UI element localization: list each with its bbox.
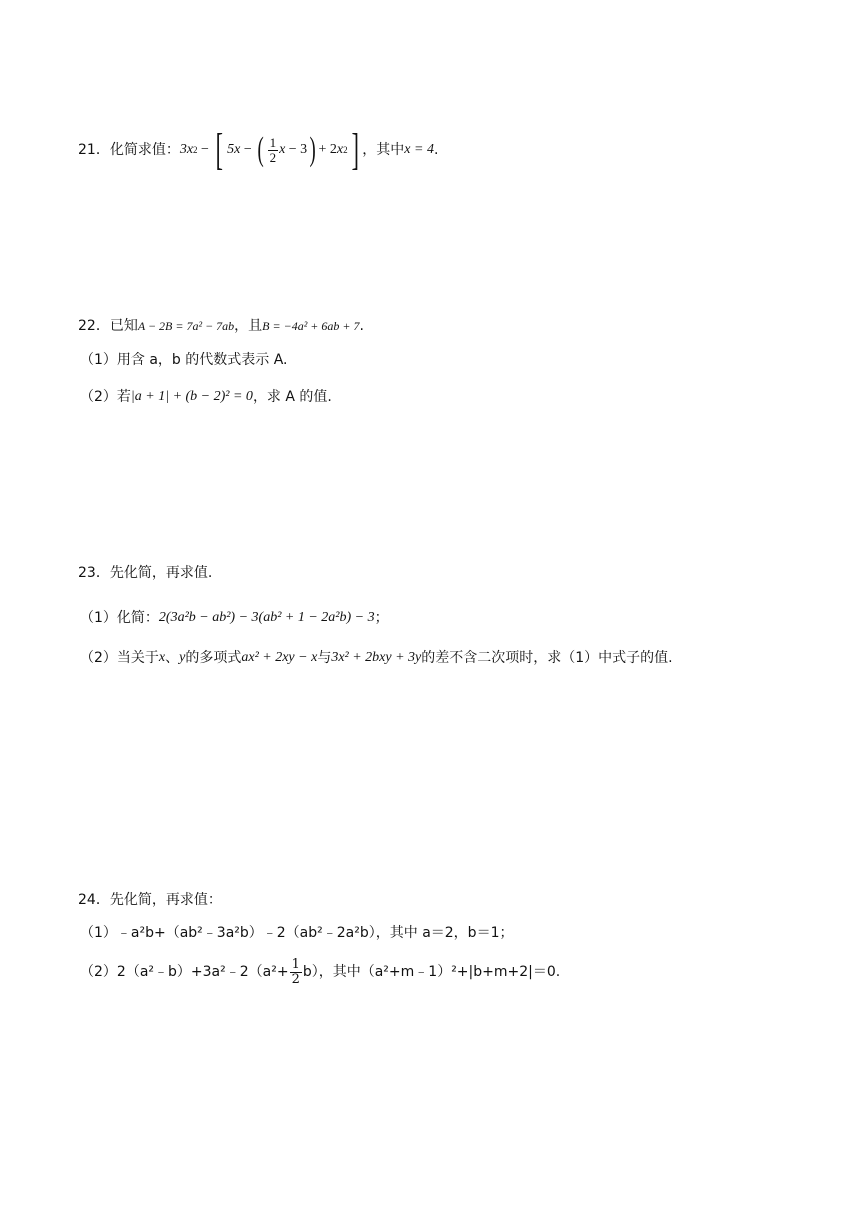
problem-21-intro: 化简求值： bbox=[109, 142, 180, 158]
problem-24-question-1: （1）﹣a²b+（ab²﹣3a²b）﹣2（ab²﹣2a²b），其中 a＝2，b＝1； bbox=[80, 925, 514, 941]
problem-23-q2-x: x bbox=[158, 650, 166, 665]
problem-23-intro: 先化简，再求值. bbox=[109, 565, 213, 581]
problem-23-q2-sep: 、 bbox=[165, 650, 180, 666]
problem-22-q2-suffix: ，求 A 的值. bbox=[252, 389, 332, 405]
problem-21-condition: x = 4 bbox=[404, 142, 434, 157]
problem-22-equation-1: A − 2B = 7a² − 7ab bbox=[137, 319, 235, 333]
problem-23-q2-mid2: 与 bbox=[317, 650, 332, 666]
problem-22 bbox=[78, 316, 364, 336]
problem-22-mid: ，且 bbox=[234, 318, 263, 334]
problem-21-number: 21． bbox=[78, 142, 110, 158]
problem-23-question-2 bbox=[80, 648, 673, 668]
problem-23-q2-prefix: （2）当关于 bbox=[80, 650, 159, 666]
problem-23 bbox=[78, 563, 212, 583]
problem-24-intro: 先化简，再求值： bbox=[109, 892, 222, 908]
problem-21-expression: 3x 2 − [ 5x − ( $\frac{1}{2}$ x − 3 ) + 2 x 2 ] bbox=[179, 125, 359, 174]
problem-24-number: 24． bbox=[78, 892, 110, 908]
problem-22-number: 22． bbox=[78, 318, 110, 334]
problem-22-equation-2: B = −4a² + 6ab + 7 bbox=[262, 319, 360, 333]
problem-24 bbox=[78, 890, 222, 910]
problem-22-question-1: （1）用含 a，b 的代数式表示 A. bbox=[80, 352, 288, 368]
problem-23-question-1 bbox=[80, 608, 389, 628]
problem-23-q2-poly-2: 3x² + 2bxy + 3y bbox=[331, 650, 422, 665]
problem-22-intro: 已知 bbox=[109, 318, 138, 334]
problem-23-q2-mid1: 的多项式 bbox=[185, 650, 242, 666]
problem-23-q2-suffix: 的差不含二次项时，求（1）中式子的值. bbox=[421, 650, 673, 666]
problem-23-q1-prefix: （1）化简： bbox=[80, 610, 159, 626]
problem-22-q2-prefix: （2）若 bbox=[80, 389, 131, 405]
problem-24-q2-suffix: b），其中（a²+m﹣1）²+|b+m+2|＝0. bbox=[302, 964, 561, 980]
problem-23-q2-y: y bbox=[179, 650, 186, 665]
problem-21-tail: ，其中 bbox=[362, 142, 405, 158]
problem-21 bbox=[78, 125, 439, 174]
problem-23-q1-expression: 2(3a²b − ab²) − 3(ab² + 1 − 2a²b) − 3 bbox=[158, 610, 375, 625]
problem-23-q1-suffix: ； bbox=[374, 610, 389, 626]
problem-22-end: . bbox=[359, 318, 364, 334]
problem-21-end: . bbox=[433, 142, 439, 158]
problem-24-q2-fraction: $\frac{1}{2}$ bbox=[291, 956, 300, 987]
problem-24-q2-prefix: （2）2（a²﹣b）+3a²﹣2（a²+ bbox=[80, 964, 289, 980]
problem-22-q2-expression: |a + 1| + (b − 2)² = 0 bbox=[130, 389, 253, 404]
problem-23-q2-poly-1: ax² + 2xy − x bbox=[241, 650, 318, 665]
problem-23-number: 23． bbox=[78, 565, 110, 581]
problem-24-question-2 bbox=[80, 952, 560, 992]
problem-22-question-2 bbox=[80, 387, 332, 407]
